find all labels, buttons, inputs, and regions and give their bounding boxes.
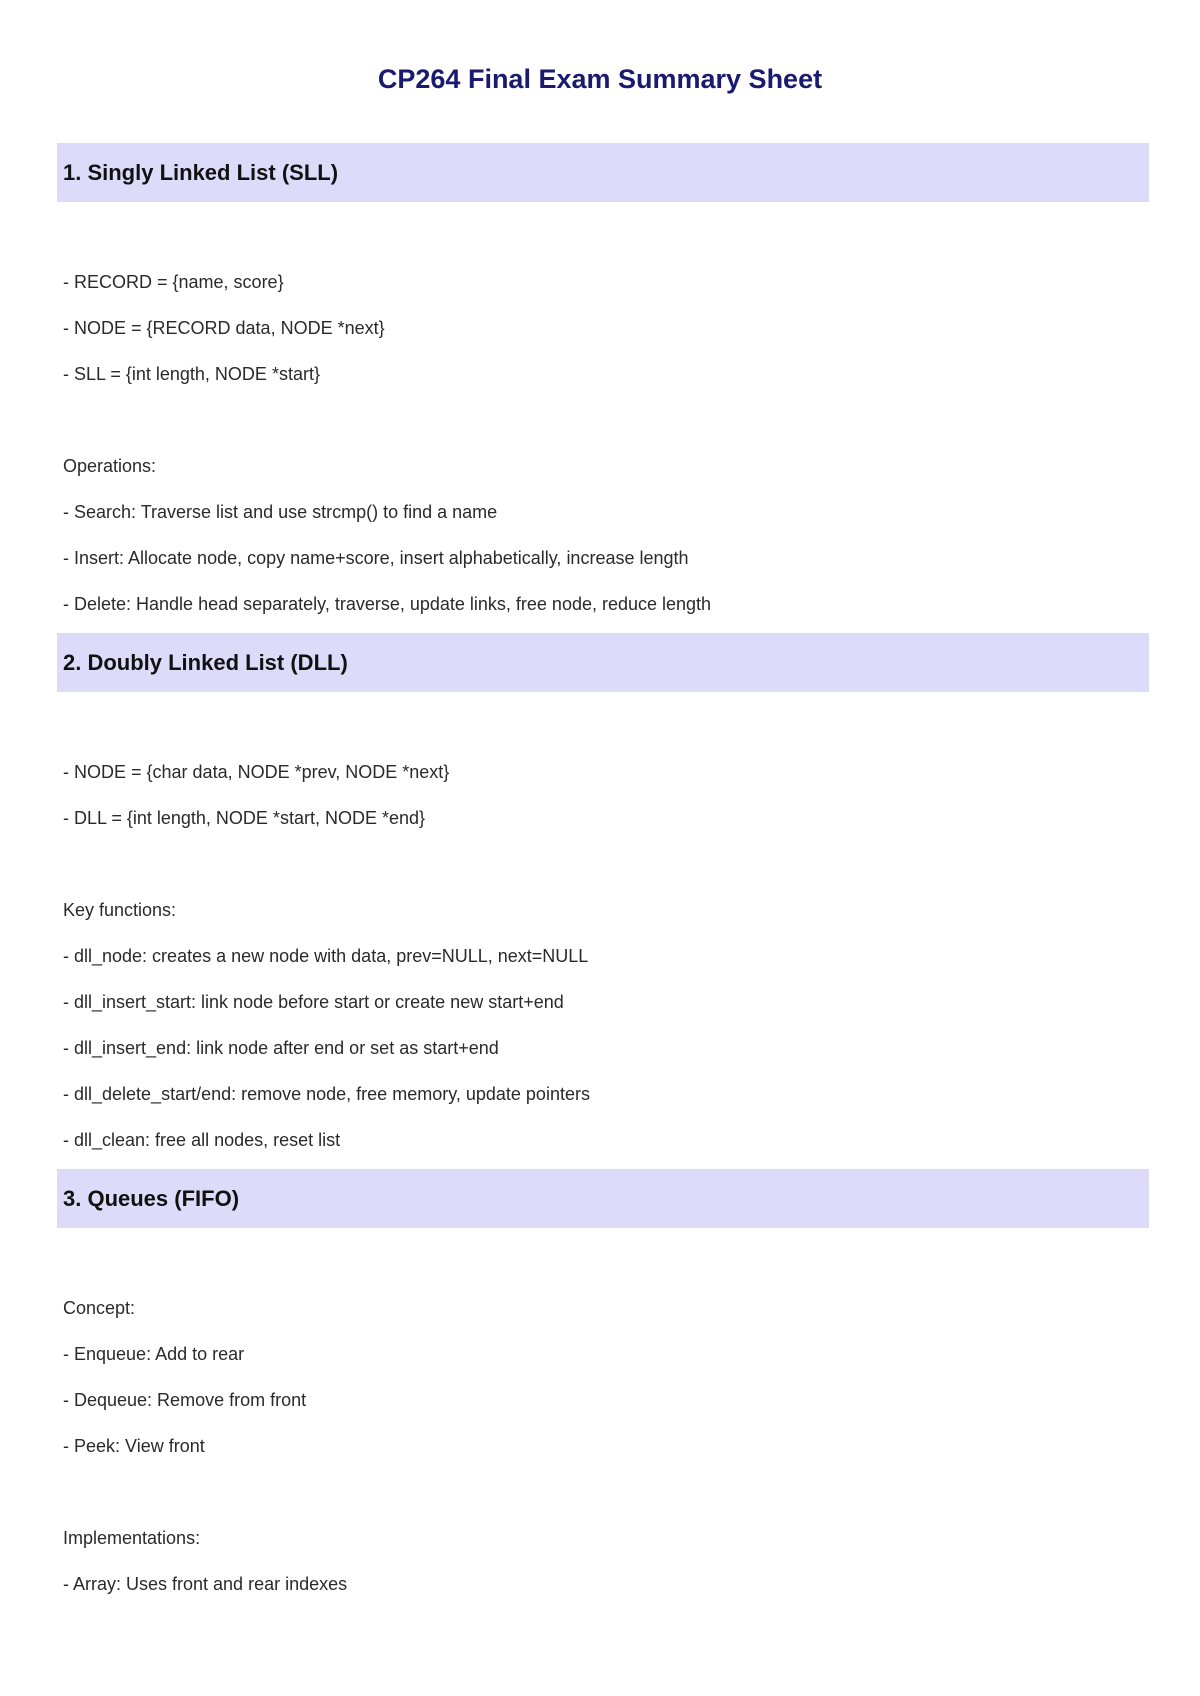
sll-line-record: - RECORD = {name, score} [63, 272, 284, 292]
dll-line-struct: - DLL = {int length, NODE *start, NODE *end} [63, 808, 426, 828]
dll-line-node: - NODE = {char data, NODE *prev, NODE *next} [63, 762, 450, 782]
sll-line-delete: - Delete: Handle head separately, traverse, update links, free node, reduce length [63, 594, 712, 614]
queue-line-array: - Array: Uses front and rear indexes [63, 1574, 348, 1594]
sll-line-search: - Search: Traverse list and use strcmp() to find a name [63, 502, 498, 522]
queue-implementations-label: Implementations: [63, 1528, 201, 1548]
section-heading-dll: 2. Doubly Linked List (DLL) [57, 633, 1149, 692]
dll-line-node-fn: - dll_node: creates a new node with data, prev=NULL, next=NULL [63, 946, 589, 966]
document-title: CP264 Final Exam Summary Sheet [377, 64, 823, 94]
sll-line-insert: - Insert: Allocate node, copy name+score, insert alphabetically, increase length [63, 548, 689, 568]
section-heading-sll: 1. Singly Linked List (SLL) [57, 143, 1149, 202]
sll-operations-label: Operations: [63, 456, 157, 476]
dll-line-clean: - dll_clean: free all nodes, reset list [63, 1130, 341, 1150]
queue-line-dequeue: - Dequeue: Remove from front [63, 1390, 307, 1410]
dll-line-insert-start: - dll_insert_start: link node before start or create new start+end [63, 992, 564, 1012]
sll-line-struct: - SLL = {int length, NODE *start} [63, 364, 320, 384]
queue-line-enqueue: - Enqueue: Add to rear [63, 1344, 245, 1364]
sll-line-node: - NODE = {RECORD data, NODE *next} [63, 318, 385, 338]
dll-line-insert-end: - dll_insert_end: link node after end or set as start+end [63, 1038, 499, 1058]
dll-line-delete: - dll_delete_start/end: remove node, free memory, update pointers [63, 1084, 590, 1104]
dll-key-functions-label: Key functions: [63, 900, 177, 920]
queue-concept-label: Concept: [63, 1298, 136, 1318]
section-heading-queues: 3. Queues (FIFO) [57, 1169, 1149, 1228]
queue-line-peek: - Peek: View front [63, 1436, 205, 1456]
